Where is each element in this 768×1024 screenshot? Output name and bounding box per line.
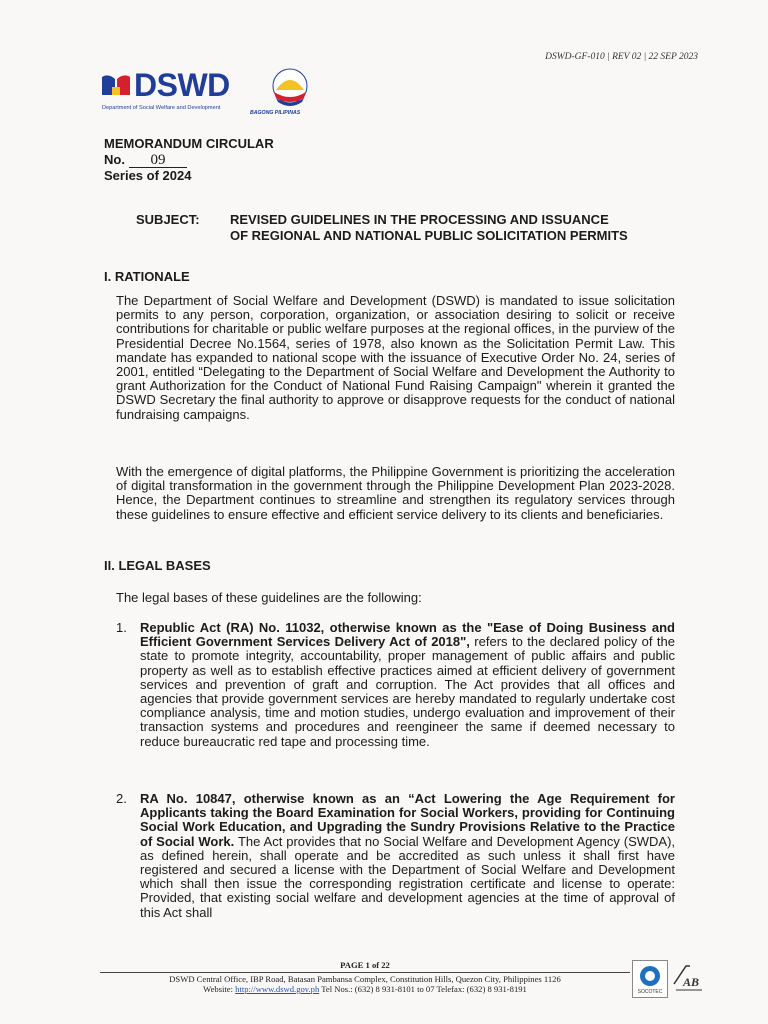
socotec-certification-badge [632, 960, 668, 998]
memo-title: MEMORANDUM CIRCULAR [104, 136, 274, 151]
memo-number-line [104, 152, 274, 168]
footer-divider [100, 972, 630, 973]
list-item-body: The Act provides that no Social Welfare and Development Agency (SWDA), as defined herein, shall operate and be accredited as such unless it shall first have registered and secured a license with the Department of Social Welfare and Development which shall then issue the corresponding registration certificate and license to operate: Provided, that existing social welfare and development agencies at the time of approval of this Act shall [140, 833, 676, 920]
memo-block [104, 136, 274, 183]
memo-number-value: 09 [129, 154, 187, 168]
website-label: Website: [203, 984, 233, 994]
subject-line-1: REVISED GUIDELINES IN THE PROCESSING AND ISSUANCE [230, 212, 609, 227]
footer-phone: Tel Nos.: (632) 8 931-8101 to 07 Telefax: (632) 8 931-8191 [321, 984, 527, 994]
dswd-emblem-icon [100, 73, 132, 97]
list-item-text [140, 792, 675, 920]
list-item-number: 2. [116, 791, 127, 806]
subject-label: SUBJECT: [136, 212, 200, 227]
section-heading-legal-bases: II. LEGAL BASES [104, 558, 211, 573]
subject-line-2: OF REGIONAL AND NATIONAL PUBLIC SOLICITATION PERMITS [230, 228, 628, 243]
ab-accreditation-badge [672, 962, 704, 996]
bagong-pilipinas-text: BAGONG PILIPINAS [250, 110, 301, 116]
memo-number-label: No. [104, 151, 125, 167]
rationale-paragraph-2: With the emergence of digital platforms, the Philippine Government is prioritizing the acceleration of digital transformation in the government through the Philippine Development Plan 2023-2028. Hence, the Department continues to streamline and strengthen its regulatory services through these guidelines to ensure effective and efficient service delivery to its clients and beneficiaries. [116, 464, 675, 522]
dswd-logo [100, 66, 320, 120]
section-heading-rationale: I. RATIONALE [104, 269, 190, 284]
form-code: DSWD-GF-010 | REV 02 | 22 SEP 2023 [545, 52, 698, 62]
website-link[interactable]: http://www.dswd.gov.ph [235, 984, 320, 994]
ab-label: AB [683, 975, 700, 989]
rationale-paragraph-1: The Department of Social Welfare and Development (DSWD) is mandated to issue solicitation permits to any person, corporation, organization, or association desiring to solicit or receive contributions for charitable or public welfare purposes at the regional offices, in the purview of the Presidential Decree No.1564, series of 1978, also known as the Solicitation Permit Law. This mandate has expanded to national scope with the issuance of Executive Order No. 24, series of 2001, entitled “Delegating to the Department of Social Welfare and Development the Authority to grant Authorization for the Conduct of National Fund Raising Campaign" wherein it granted the DSWD Secretary the final authority to approve or disapprove requests for the conduct of national fundraising campaigns. [116, 293, 675, 422]
socotec-label: SOCOTEC [637, 989, 663, 995]
memo-series: Series of 2024 [104, 167, 192, 183]
page-footer [100, 960, 630, 995]
footer-contacts-line [100, 984, 630, 995]
list-item-text [140, 621, 675, 749]
list-item-bold: Republic Act (RA) No. 11032, otherwise known as the "Ease of Doing Business and Efficient Government Services Delivery Act of 2018", [140, 620, 675, 650]
footer-address: DSWD Central Office, IBP Road, Batasan Pambansa Complex, Constitution Hills, Quezon City, Philippines 1126 [169, 973, 561, 984]
page-number: PAGE 1 of 22 [340, 960, 390, 970]
legal-intro: The legal bases of these guidelines are the following: [116, 590, 422, 605]
logo-subtitle: Department of Social Welfare and Development [102, 105, 221, 111]
subject-text [230, 212, 690, 244]
list-item-bold: RA No. 10847, otherwise known as an “Act Lowering the Age Requirement for Applicants taking the Board Examination for Social Workers, providing for Continuing Social Work Education, and Upgrading the Sundry Provisions Relative to the Practice of Social Work. [140, 791, 675, 849]
ab-accreditation-icon [672, 962, 704, 996]
list-item-body: refers to the declared policy of the state to promote integrity, accountability, proper management of public affairs and public property as well as to establish effective practices aimed at efficient delivery of government services and prevention of graft and corruption. The Act provides that all offices and agencies that provide government services are hereby mandated to regularly undertake cost compliance analysis, time and motion studies, undergo evaluation and improvement of their transaction systems and procedures and reengineer the same if deemed necessary to reduce bureaucratic red tape and processing time. [140, 634, 675, 749]
socotec-logo-icon [633, 961, 667, 997]
list-item-number: 1. [116, 620, 127, 635]
logo-wordmark: DSWD [134, 67, 230, 103]
